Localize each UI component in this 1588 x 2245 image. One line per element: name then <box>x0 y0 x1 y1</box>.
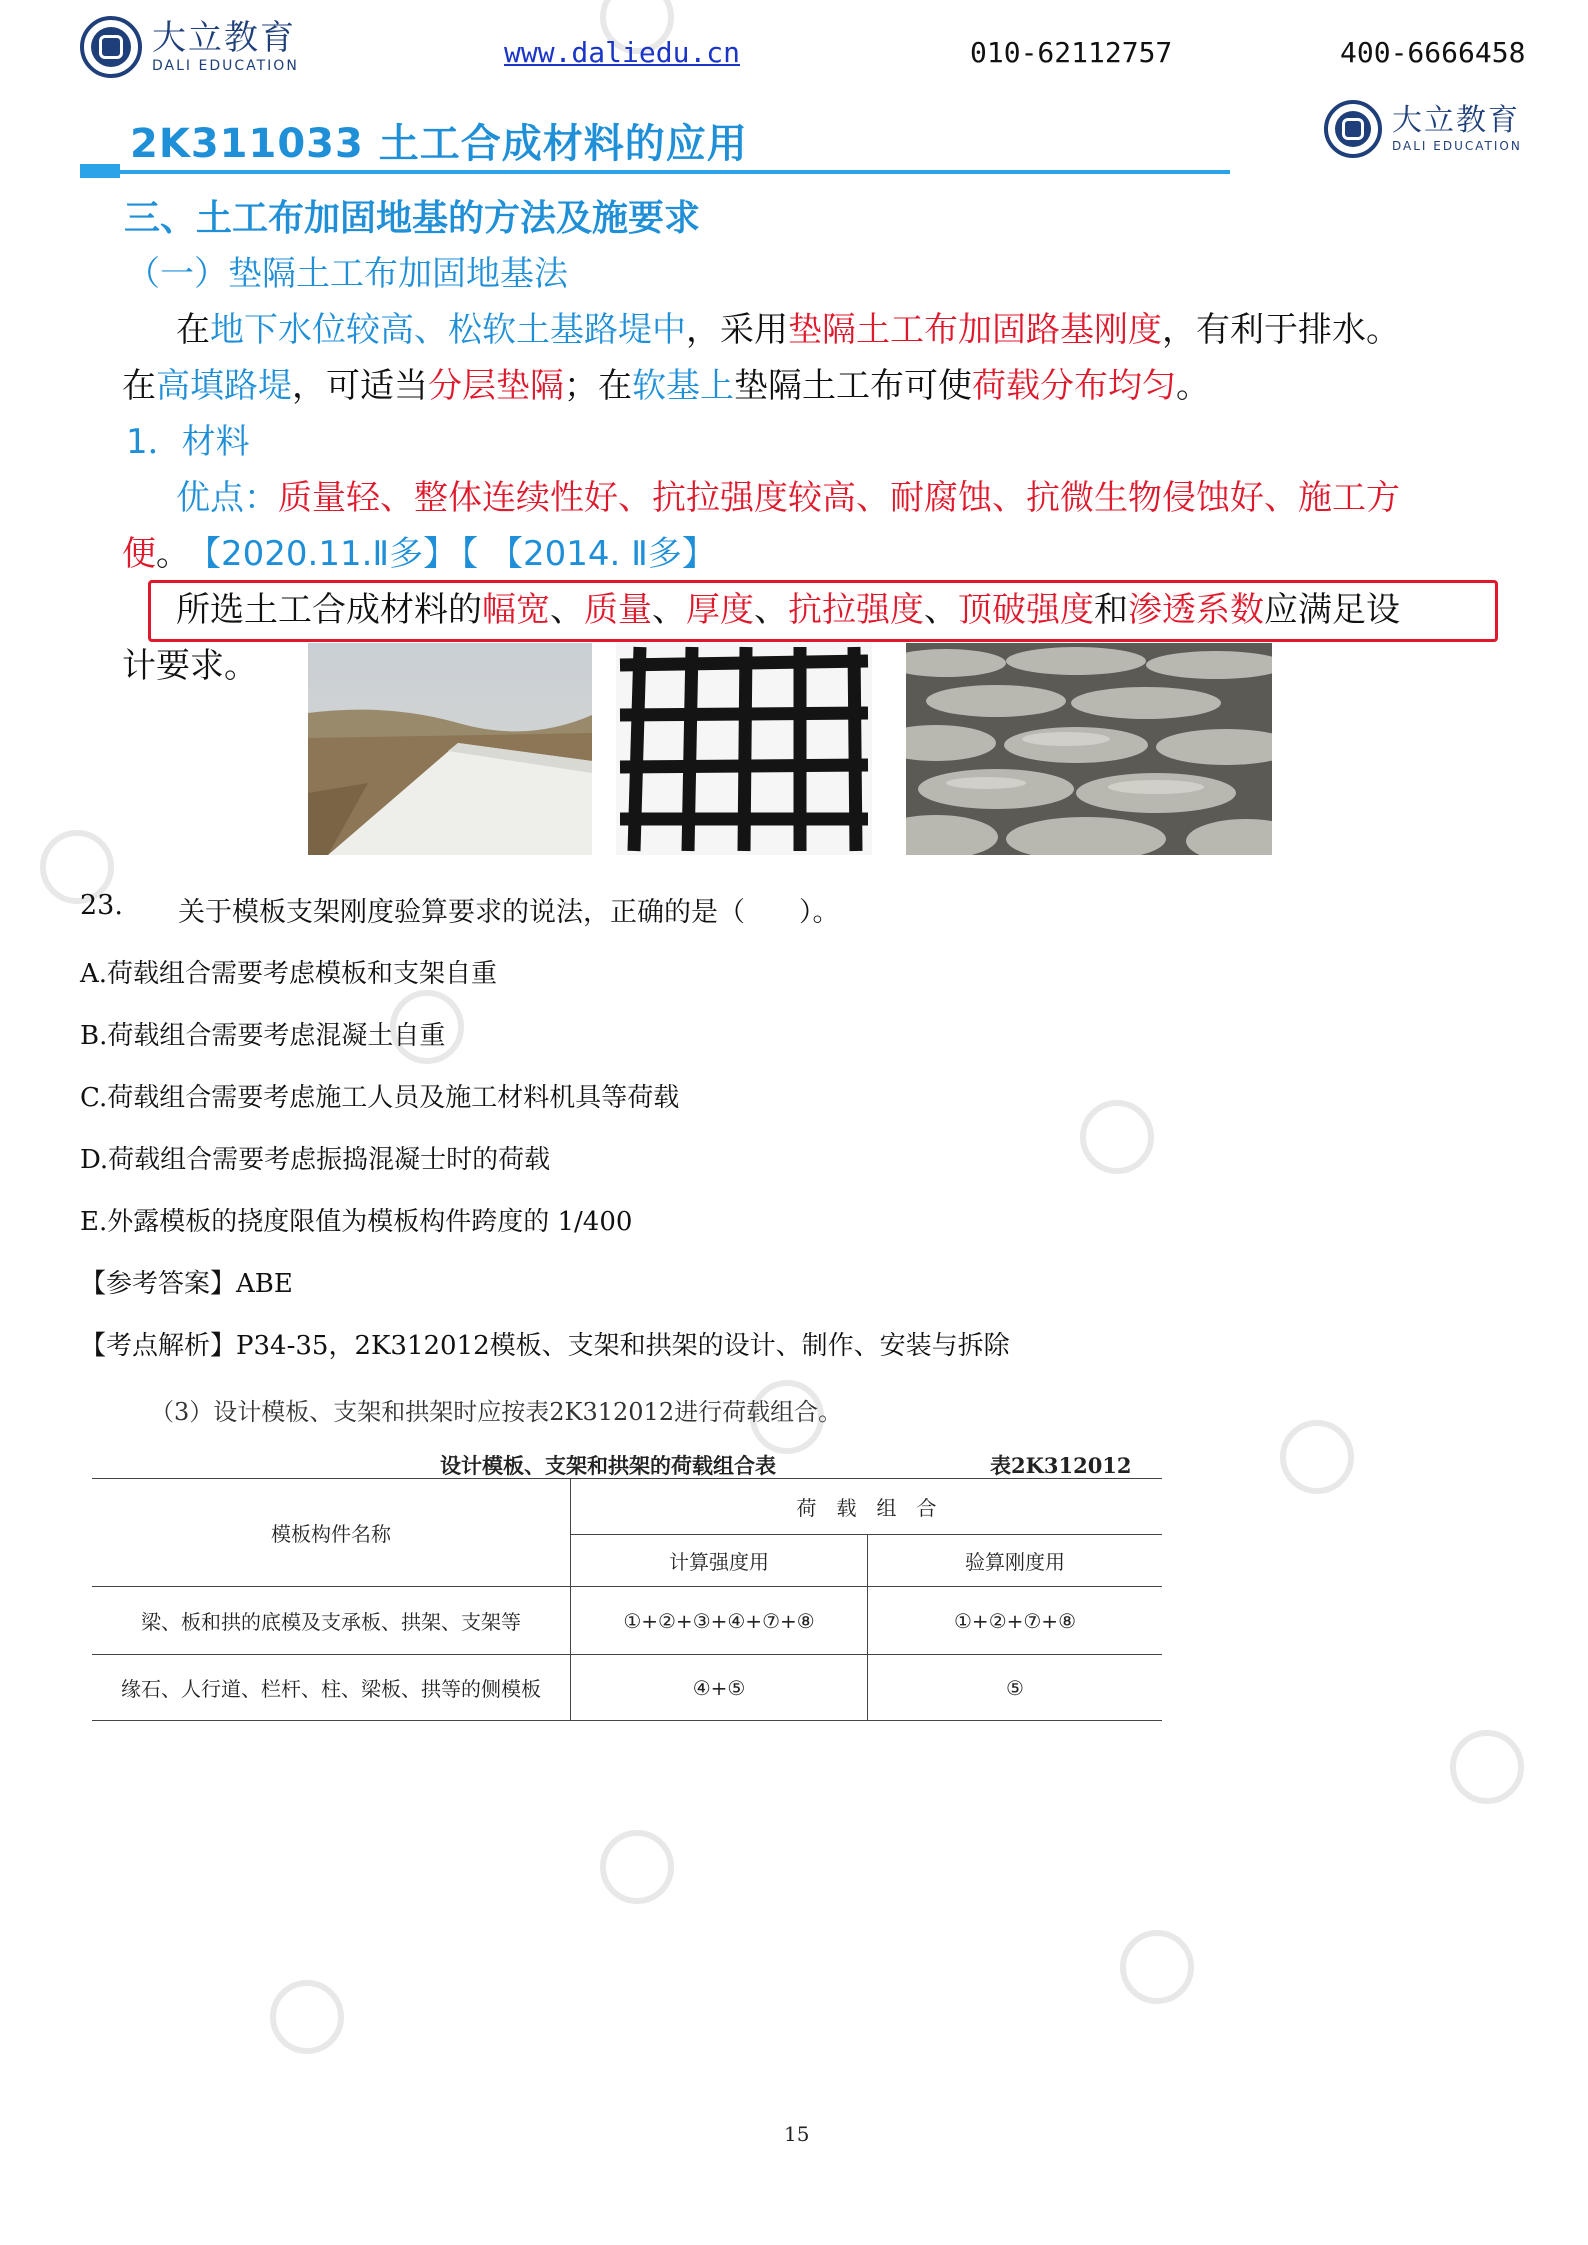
highlight-blue: 软基上 <box>632 366 734 406</box>
paragraph-line-2 <box>122 358 1210 414</box>
analysis-label: 【考点解析】 <box>80 1331 237 1361</box>
answer-line <box>80 1263 293 1300</box>
logo-en-text: DALI EDUCATION <box>1392 139 1522 153</box>
col-header-stiffness: 验算刚度用 <box>868 1535 1163 1587</box>
section-code-title: 2K311033 土工合成材料的应用 <box>130 121 748 167</box>
highlight-blue: 地下水位较高、松软土基路堤中 <box>210 310 686 350</box>
heading-subsection: （一）垫隔土工布加固地基法 <box>126 254 568 294</box>
highlight-red: 幅宽 <box>482 590 550 630</box>
text: ，有利于排水。 <box>1162 310 1400 350</box>
section-logo <box>1324 100 1522 158</box>
row-strength: ①+②+③+④+⑦+⑧ <box>571 1587 868 1655</box>
row-stiffness: ⑤ <box>868 1655 1163 1721</box>
load-combination-table <box>92 1478 1162 1721</box>
text: 、 <box>754 590 788 630</box>
text: 、 <box>550 590 584 630</box>
paragraph-line-1 <box>176 302 1400 358</box>
option-e: E.外露模板的挠度限值为模板构件跨度的 1/400 <box>80 1207 633 1237</box>
excerpt-intro: （3）设计模板、支架和拱架时应按表2K312012进行荷载组合。 <box>150 1398 843 1426</box>
row-name: 缘石、人行道、栏杆、柱、梁板、拱等的侧模板 <box>92 1655 571 1721</box>
option-c: C.荷载组合需要考虑施工人员及施工材料机具等荷载 <box>80 1083 680 1113</box>
exam-tag: 【 【2014. Ⅱ多】 <box>461 534 716 574</box>
title-underline <box>80 170 1230 174</box>
text: 所选土工合成材料的 <box>176 590 482 630</box>
website-link[interactable]: www.daliedu.cn <box>504 36 741 69</box>
analysis-line <box>80 1325 1010 1362</box>
phone-number-1: 010-62112757 <box>970 36 1173 69</box>
text: 垫隔土工布可使 <box>734 366 972 406</box>
table-row <box>92 1587 1162 1655</box>
row-name: 梁、板和拱的底模及支承板、拱架、支架等 <box>92 1587 571 1655</box>
highlight-red: 抗拉强度 <box>788 590 924 630</box>
text: 、 <box>924 590 958 630</box>
advantages-line-2 <box>122 526 716 582</box>
highlight-blue: 高填路堤 <box>156 366 292 406</box>
option-b: B.荷载组合需要考虑混凝土自重 <box>80 1021 446 1051</box>
page-number: 15 <box>784 2122 810 2146</box>
text: ，采用 <box>686 310 788 350</box>
text: 在 <box>122 366 156 406</box>
table-row <box>92 1655 1162 1721</box>
highlight-red: 荷载分布均匀 <box>972 366 1176 406</box>
advantages-text: 质量轻、整体连续性好、抗拉强度较高、耐腐蚀、抗微生物侵蚀好、施工方 <box>278 478 1400 518</box>
exam-tag: 【2020.11.Ⅱ多】 <box>204 534 458 574</box>
option-a: A.荷载组合需要考虑模板和支架自重 <box>80 959 498 989</box>
advantages-line <box>176 470 1400 526</box>
geotextile-field-photo <box>308 643 592 855</box>
analysis-text: P34-35，2K312012模板、支架和拱架的设计、制作、安装与拆除 <box>236 1331 1010 1361</box>
text: ；在 <box>564 366 632 406</box>
row-stiffness: ①+②+⑦+⑧ <box>868 1587 1163 1655</box>
highlight-red: 顶破强度 <box>958 590 1094 630</box>
advantages-text: 便 <box>122 534 156 574</box>
requirement-line-2: 计要求。 <box>122 646 258 686</box>
heading-materials: 1．材料 <box>126 422 250 462</box>
logo-cn-text: 大立教育 <box>1392 103 1520 138</box>
col-header-group: 荷 载 组 合 <box>571 1479 1163 1535</box>
answer-label: 【参考答案】 <box>80 1269 237 1299</box>
advantages-label: 优点： <box>176 478 278 518</box>
dali-logo-icon <box>1324 100 1382 158</box>
text: 、 <box>652 590 686 630</box>
question-stem: 关于模板支架刚度验算要求的说法，正确的是（ ）。 <box>178 897 840 928</box>
excerpt-table-number: 表2K312012 <box>990 1453 1132 1478</box>
text: 和 <box>1094 590 1128 630</box>
highlight-red: 垫隔土工布加固路基刚度 <box>788 310 1162 350</box>
excerpt-table-title: 设计模板、支架和拱架的荷载组合表 <box>440 1453 776 1478</box>
highlight-red: 渗透系数 <box>1128 590 1264 630</box>
heading-method: 三、土工布加固地基的方法及施要求 <box>124 198 701 239</box>
logo-en-text: DALI EDUCATION <box>152 58 299 74</box>
dali-logo-icon <box>80 16 142 78</box>
text: ，可适当 <box>292 366 428 406</box>
highlight-red: 厚度 <box>686 590 754 630</box>
geocell-photo <box>906 643 1272 855</box>
row-strength: ④+⑤ <box>571 1655 868 1721</box>
highlight-red: 质量 <box>584 590 652 630</box>
requirement-line <box>176 582 1400 638</box>
geogrid-photo <box>616 643 872 855</box>
phone-number-2: 400-6666458 <box>1340 36 1526 69</box>
text: 在 <box>176 310 210 350</box>
answer-value: ABE <box>236 1269 293 1299</box>
col-header-strength: 计算强度用 <box>571 1535 868 1587</box>
header-logo <box>80 16 299 78</box>
question-number: 23. <box>80 890 123 921</box>
text: 。 <box>156 534 190 574</box>
logo-cn-text: 大立教育 <box>152 18 296 58</box>
col-header-name: 模板构件名称 <box>92 1479 571 1587</box>
title-underline-stub <box>80 164 120 178</box>
highlight-red: 分层垫隔 <box>428 366 564 406</box>
text: 应满足设 <box>1264 590 1400 630</box>
text: 。 <box>1176 366 1210 406</box>
option-d: D.荷载组合需要考虑振捣混凝士时的荷载 <box>80 1145 551 1175</box>
